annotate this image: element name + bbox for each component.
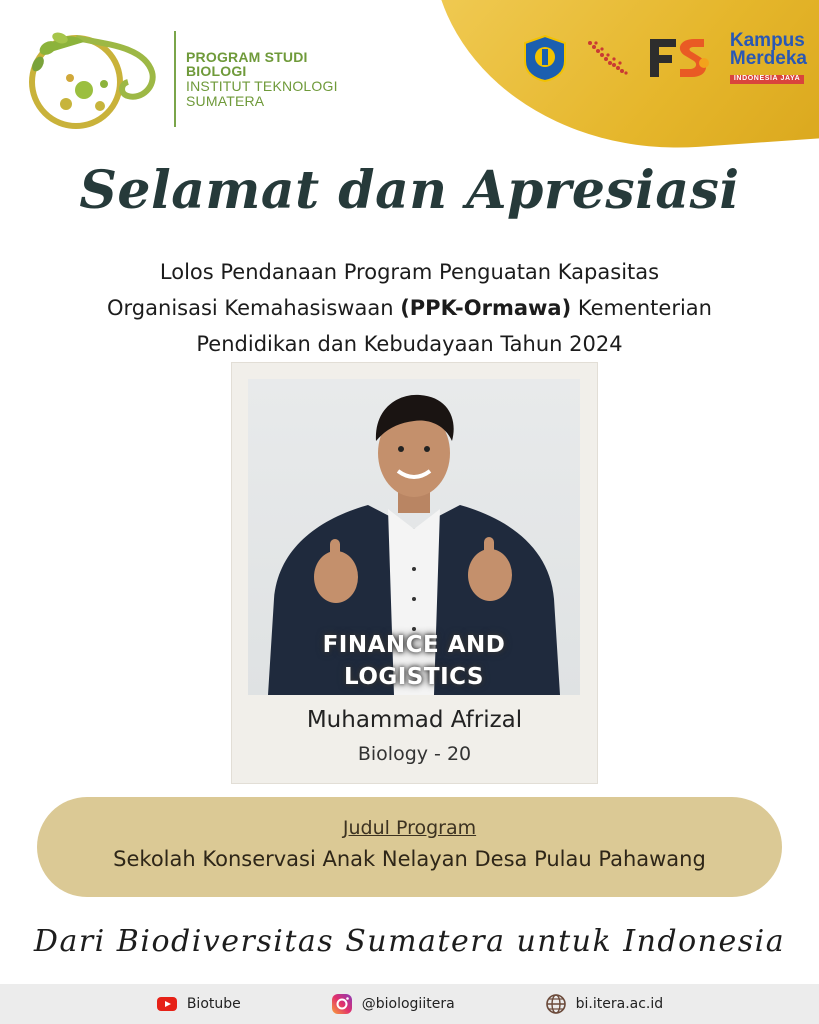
brand-line-1: PROGRAM STUDI (186, 48, 308, 65)
indonesia-jaya-text: INDONESIA JAYA (730, 75, 804, 84)
kampus-text: Kampus (729, 30, 805, 51)
footer (0, 984, 819, 1024)
globe-icon (545, 993, 567, 1015)
kemdikbud-logo-icon (520, 33, 570, 83)
merdeka-text: Merdeka (729, 48, 807, 70)
brand-text (186, 50, 338, 109)
youtube-icon (156, 993, 178, 1015)
program-banner (37, 797, 782, 897)
footer-instagram[interactable] (331, 993, 455, 1015)
profile-photo (248, 379, 580, 695)
subtitle-line-2 (60, 290, 759, 326)
footer-youtube-label: Biotube (186, 996, 241, 1012)
brand-line-2: BIOLOGI (186, 63, 247, 80)
page-title: Selamat dan Apresiasi (79, 160, 740, 221)
profile-card (231, 362, 598, 784)
subtitle (60, 254, 759, 362)
subtitle-line-1: Lolos Pendanaan Program Penguatan Kapasitas (159, 260, 660, 284)
person-name: Muhammad Afrizal (306, 707, 523, 733)
subtitle-line-3: Pendidikan dan Kebudayaan Tahun 2024 (196, 332, 623, 356)
subtitle-line-2c: Kementerian (571, 296, 712, 320)
role-caption-line-2: LOGISTICS (343, 664, 484, 690)
role-caption (248, 629, 580, 693)
footer-youtube[interactable] (156, 993, 241, 1015)
role-caption-line-1: FINANCE AND (322, 632, 506, 658)
indonesia-map-icon (584, 35, 632, 81)
footer-instagram-label: @biologiitera (361, 996, 455, 1012)
tagline: Dari Biodiversitas Sumatera untuk Indonesia (33, 924, 786, 959)
brand-line-4: SUMATERA (186, 92, 265, 109)
brand-divider (174, 31, 176, 127)
program-label: Judul Program (342, 817, 477, 839)
instagram-icon (331, 993, 353, 1015)
fs-logo-icon (646, 33, 716, 83)
footer-website[interactable] (545, 993, 664, 1015)
subtitle-program-acronym: (PPK-Ormawa) (400, 296, 572, 320)
person-major: Biology - 20 (357, 743, 472, 765)
program-title: Sekolah Konservasi Anak Nelayan Desa Pulau Pahawang (113, 847, 706, 871)
brand-line-3: INSTITUT TEKNOLOGI (186, 78, 338, 94)
brand-logo (24, 24, 338, 134)
subtitle-line-2a: Organisasi Kemahasiswaan (107, 296, 401, 320)
partner-logos (520, 32, 807, 84)
footer-website-label: bi.itera.ac.id (575, 996, 664, 1012)
biology-logo-icon (24, 24, 164, 134)
kampus-merdeka-logo (730, 32, 807, 84)
